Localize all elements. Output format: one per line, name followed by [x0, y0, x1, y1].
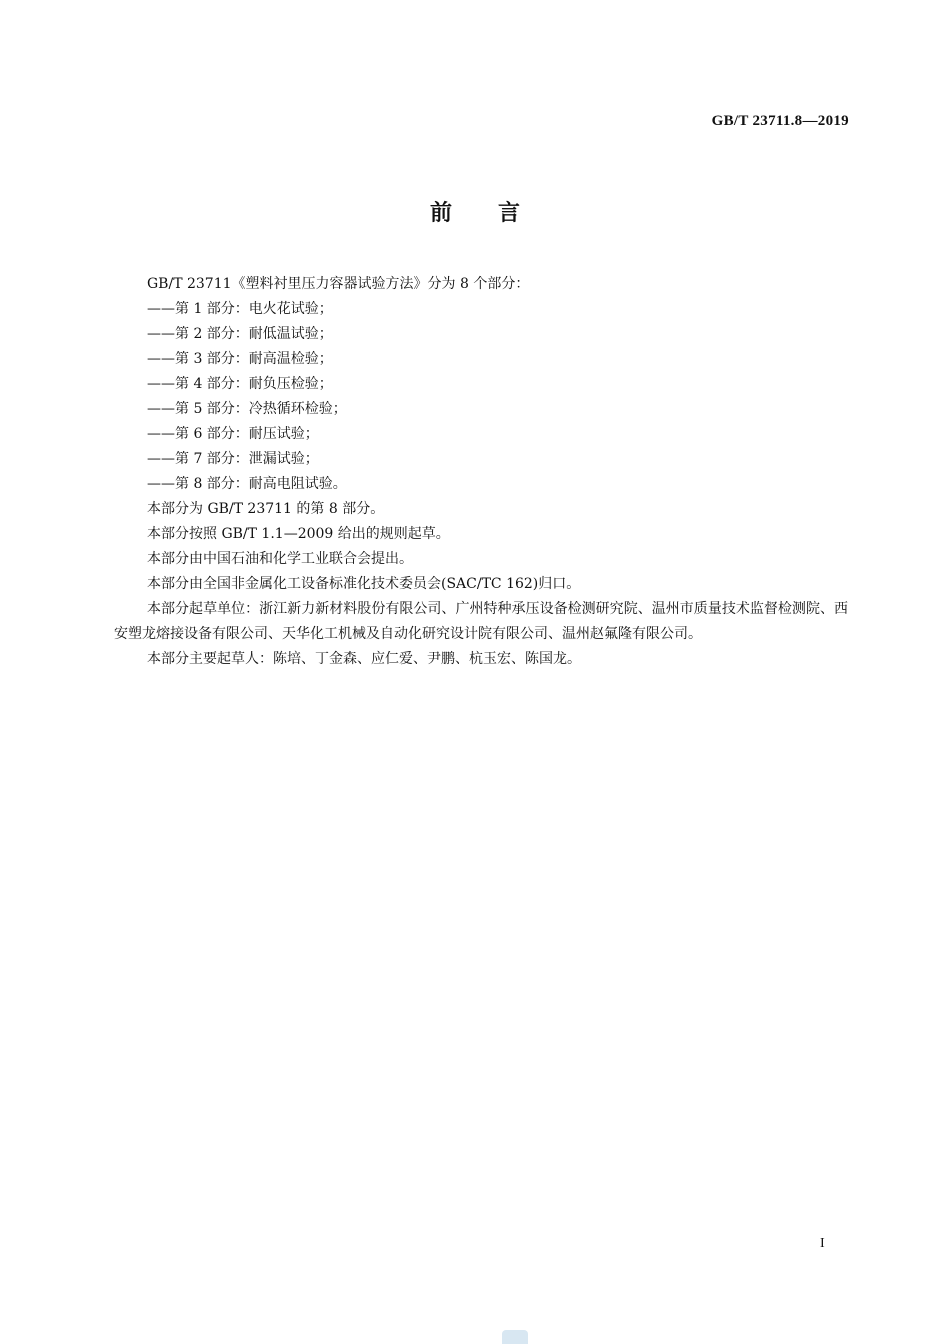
drafters-paragraph: 本部分主要起草人：陈培、丁金森、应仁爱、尹鹏、杭玉宏、陈国龙。 [147, 651, 581, 667]
committee-statement: 本部分由全国非金属化工设备标准化技术委员会(SAC/TC 162)归口。 [147, 576, 581, 592]
part-list-item: ——第 5 部分：冷热循环检验； [147, 401, 347, 417]
part-list-item: ——第 1 部分：电火花试验； [147, 301, 333, 317]
part-list-item: ——第 6 部分：耐压试验； [147, 426, 319, 442]
intro-paragraph: GB/T 23711《塑料衬里压力容器试验方法》分为 8 个部分： [147, 276, 530, 292]
part-list-item: ——第 2 部分：耐低温试验； [147, 326, 333, 342]
proposer-statement: 本部分由中国石油和化学工业联合会提出。 [147, 551, 413, 567]
foreword-body [114, 272, 848, 672]
page-title: 前言 [429, 200, 566, 226]
drafting-units-paragraph: 本部分起草单位：浙江新力新材料股份有限公司、广州特种承压设备检测研究院、温州市质量技术监督检测院、西安塑龙熔接设备有限公司、天华化工机械及自动化研究设计院有限公司、温州赵氟隆有限公司。 [114, 601, 848, 642]
footer-watermark-mark [502, 1330, 528, 1344]
page-number: I [820, 1236, 825, 1251]
part-list-item: ——第 7 部分：泄漏试验； [147, 451, 319, 467]
part-list-item: ——第 8 部分：耐高电阻试验。 [147, 476, 347, 492]
part-statement: 本部分为 GB/T 23711 的第 8 部分。 [147, 501, 385, 517]
part-list-item: ——第 3 部分：耐高温检验； [147, 351, 333, 367]
standard-code: GB/T 23711.8—2019 [711, 113, 849, 129]
part-list-item: ——第 4 部分：耐负压检验； [147, 376, 333, 392]
drafting-rule-statement: 本部分按照 GB/T 1.1—2009 给出的规则起草。 [147, 526, 450, 542]
